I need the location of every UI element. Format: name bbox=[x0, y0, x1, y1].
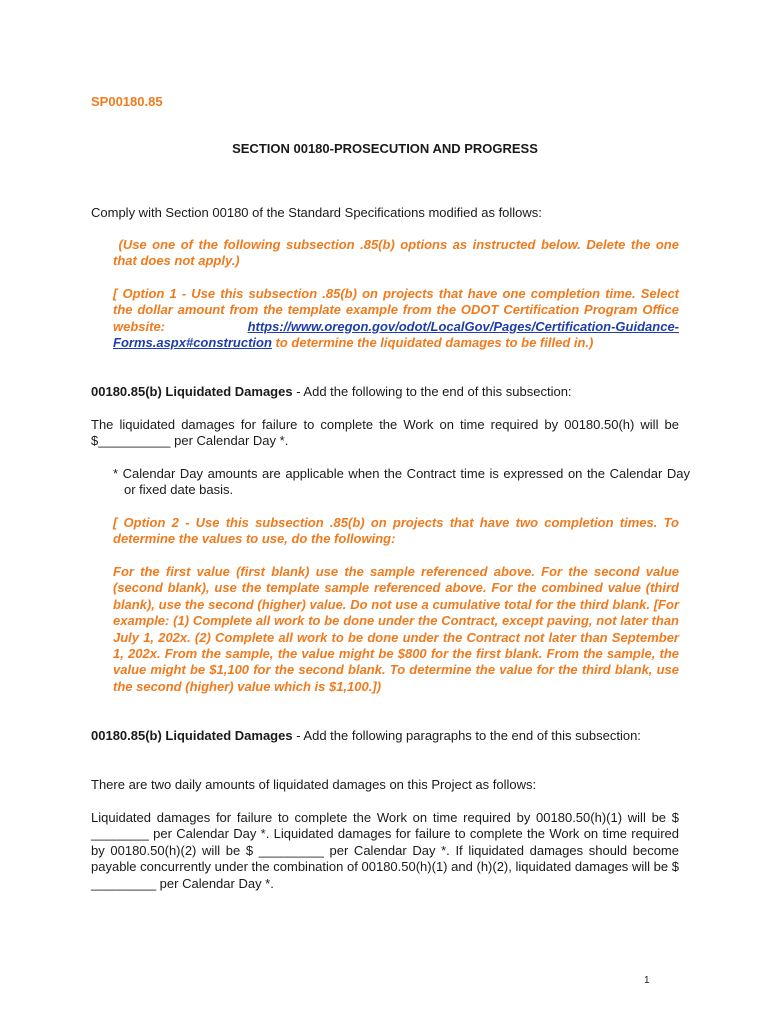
page-number: 1 bbox=[644, 975, 650, 986]
ld2-heading-paragraph bbox=[91, 728, 679, 744]
ld2-heading-rest: - Add the following paragraphs to the end of this subsection: bbox=[292, 728, 641, 743]
ld2-amounts-paragraph: Liquidated damages for failure to complete the Work on time required by 00180.50(h)(1) will be $ ________ per Calendar Day *. Liquidated damages for failure to complete the Work on time required by 00180.50(h)(2) will be $ _________ per Calendar Day *. If liquidated damages should become payable concurrently under the combination of 00180.50(h)(1) and (h)(2), liquidated damages will be $ _________ per Calendar Day *. bbox=[91, 810, 679, 891]
option1-text-after: to determine the liquidated damages to be filled in.) bbox=[271, 335, 594, 351]
ld1-paragraph: The liquidated damages for failure to complete the Work on time required by 00180.50(h) will be $__________ per Calendar Day *. bbox=[91, 417, 679, 449]
ld1-heading-rest: - Add the following to the end of this subsection: bbox=[292, 384, 572, 399]
section-title: SECTION 00180-PROSECUTION AND PROGRESS bbox=[232, 141, 538, 156]
ld2-heading: 00180.85(b) Liquidated Damages bbox=[91, 728, 293, 743]
calendar-day-footnote: * Calendar Day amounts are applicable when the Contract time is expressed on the Calendar Day or fixed date basis. bbox=[113, 466, 690, 498]
instruction-text: (Use one of the following subsection .85(b) options as instructed below. Delete the one that does not apply.) bbox=[113, 237, 679, 269]
doc-code: SP00180.85 bbox=[91, 94, 163, 109]
ld2-intro-paragraph: There are two daily amounts of liquidated damages on this Project as follows: bbox=[91, 777, 537, 792]
option1-text-before: [ Option 1 - Use this subsection .85(b) on projects that have one completion time. Select the dollar amount from the template example from the ODOT Certification Program Office website: bbox=[113, 286, 679, 334]
option2-body: For the first value (first blank) use the sample referenced above. For the second value (second blank), use the template sample referenced above. For the combined value (third blank), use the second (higher) value. Do not use a cumulative total for the third blank. [For example: (1) Complete all work to be done under the Contract, except paving, not later than July 1, 202x. (2) Complete all work to be done under the Contract not later than September 1, 202x. From the sample, the value might be $800 for the first blank. From the sample, the value might be $1,100 for the second blank. To determine the value for the third blank, use the second (higher) value which is $1,100.]) bbox=[113, 564, 679, 694]
option2-heading: [ Option 2 - Use this subsection .85(b) on projects that have two completion times. To determine the values to use, do the following: bbox=[113, 515, 679, 547]
option1-note bbox=[113, 286, 679, 352]
ld1-heading: 00180.85(b) Liquidated Damages bbox=[91, 384, 293, 399]
ld1-heading-line bbox=[91, 384, 572, 400]
odot-certification-link[interactable]: https://www.oregon.gov/odot/LocalGov/Pages/Certification-Guidance-Forms.aspx#construction bbox=[113, 318, 679, 351]
instruction-note bbox=[113, 237, 679, 270]
intro-paragraph: Comply with Section 00180 of the Standard Specifications modified as follows: bbox=[91, 205, 542, 220]
